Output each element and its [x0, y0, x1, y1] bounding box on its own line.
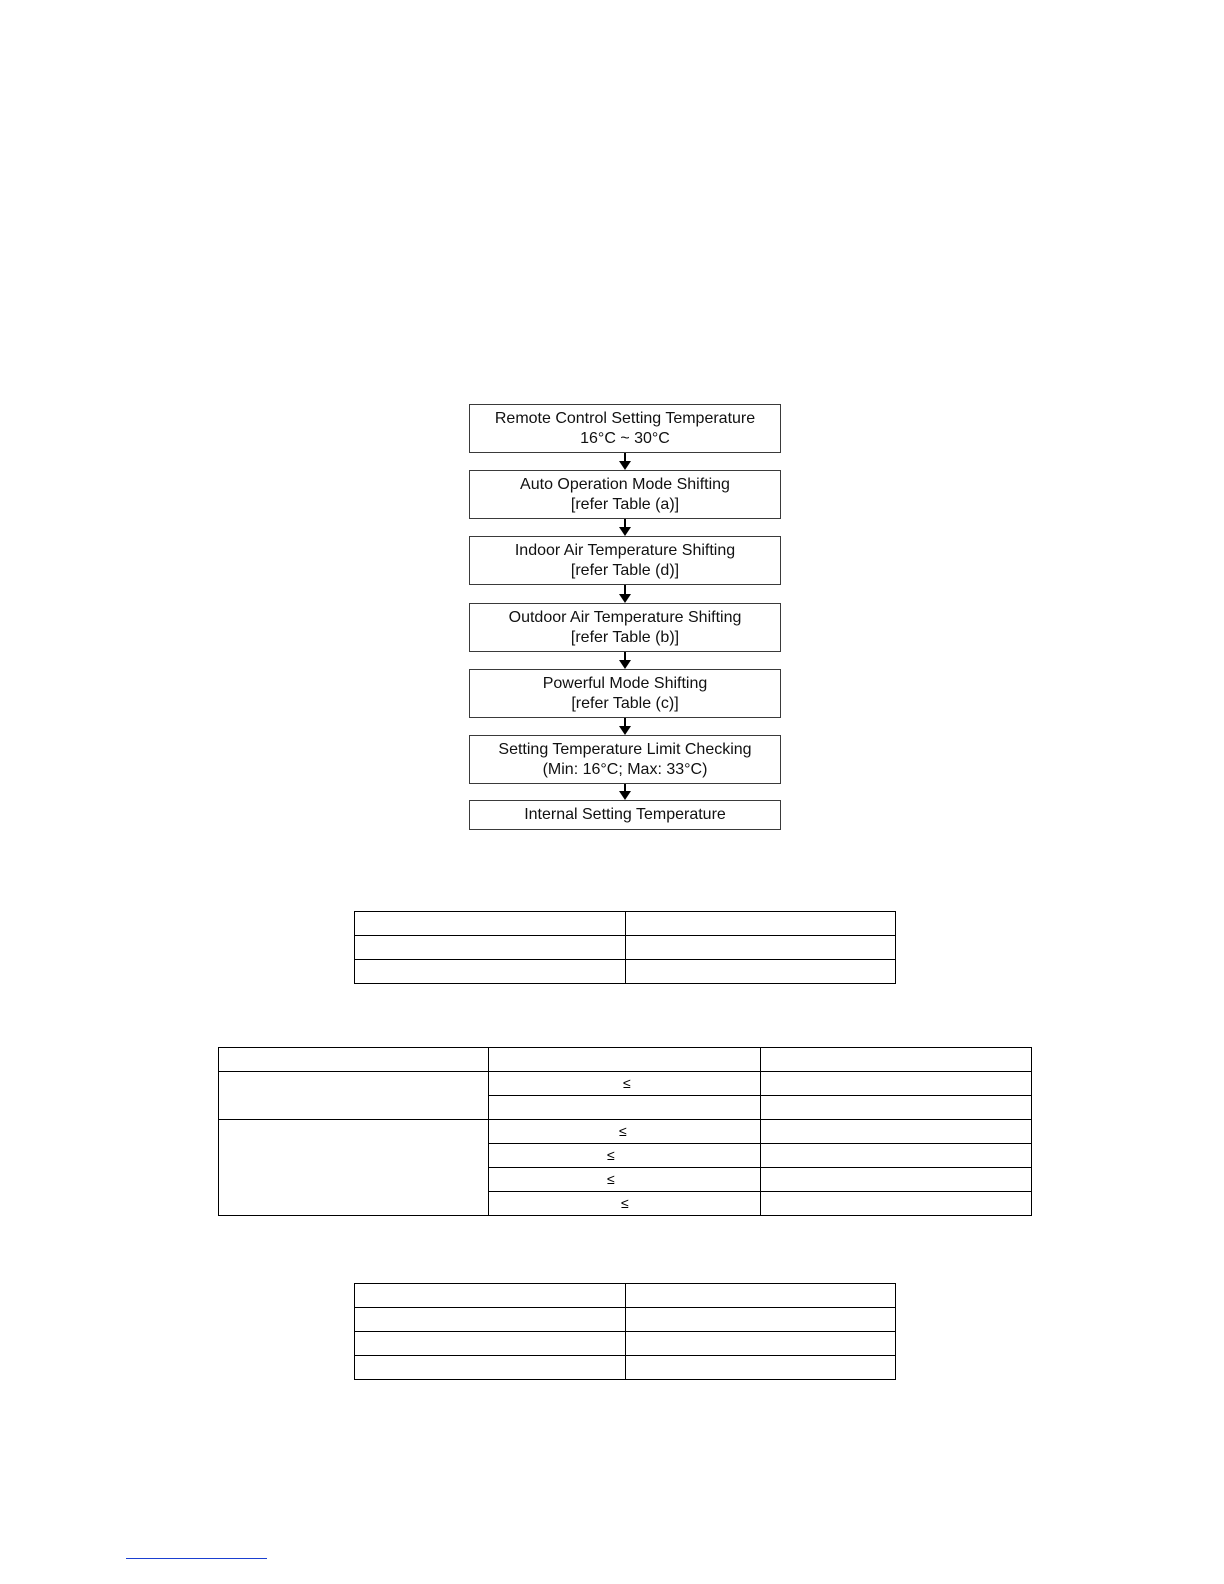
flow-box-outdoor-air — [469, 603, 781, 652]
table-cell — [219, 1072, 489, 1120]
table-row — [219, 1048, 1032, 1072]
less-equal-symbol: ≤ — [623, 1075, 631, 1091]
flow-box-subtitle: 16°C ~ 30°C — [580, 429, 670, 447]
table-cell — [761, 1072, 1032, 1096]
flow-box-indoor-air — [469, 536, 781, 585]
table-cell — [489, 1168, 761, 1192]
flow-arrow-icon — [619, 585, 631, 603]
table-cell — [489, 1192, 761, 1216]
table-row — [355, 912, 896, 936]
flow-box-title: Setting Temperature Limit Checking — [498, 740, 752, 758]
table-row — [219, 1072, 1032, 1096]
table-cell — [355, 960, 626, 984]
flow-box-title: Remote Control Setting Temperature — [494, 409, 756, 427]
table-cell — [489, 1048, 761, 1072]
flow-box-subtitle: [refer Table (d)] — [570, 561, 680, 579]
table-row — [219, 1120, 1032, 1144]
flow-arrow-icon — [619, 652, 631, 669]
table-cell — [489, 1096, 761, 1120]
table-1 — [354, 911, 896, 984]
table-cell — [489, 1144, 761, 1168]
table-row — [355, 1308, 896, 1332]
flow-arrow-icon — [619, 784, 631, 800]
table-cell — [626, 1332, 896, 1356]
table-cell — [489, 1072, 761, 1096]
less-equal-symbol: ≤ — [607, 1147, 615, 1163]
table-cell — [761, 1096, 1032, 1120]
flow-arrow-icon — [619, 519, 631, 536]
table-row — [355, 1284, 896, 1308]
table-2 — [218, 1047, 1032, 1216]
flow-box-title: Auto Operation Mode Shifting — [520, 475, 730, 493]
table-cell — [355, 1332, 626, 1356]
flow-box-limit-checking — [469, 735, 781, 784]
footer-link-underline[interactable] — [126, 1558, 267, 1559]
table-cell — [626, 936, 896, 960]
table-cell — [355, 1284, 626, 1308]
table-cell — [761, 1120, 1032, 1144]
flow-box-subtitle: [refer Table (a)] — [570, 495, 680, 513]
table-cell — [626, 960, 896, 984]
flow-box-auto-operation — [469, 470, 781, 519]
table-row — [355, 1356, 896, 1380]
less-equal-symbol: ≤ — [621, 1195, 629, 1211]
flow-box-subtitle: [refer Table (b)] — [570, 628, 680, 646]
table-cell — [626, 912, 896, 936]
table-cell — [761, 1144, 1032, 1168]
table-3 — [354, 1283, 896, 1380]
flow-box-title: Indoor Air Temperature Shifting — [514, 541, 736, 559]
table-row — [355, 1332, 896, 1356]
table-cell — [626, 1284, 896, 1308]
table-cell — [761, 1048, 1032, 1072]
flow-box-subtitle: [refer Table (c)] — [571, 694, 679, 712]
flow-box-powerful-mode — [469, 669, 781, 718]
flow-box-title: Powerful Mode Shifting — [542, 674, 708, 692]
table-cell — [626, 1356, 896, 1380]
table-cell — [489, 1120, 761, 1144]
table-cell — [355, 1308, 626, 1332]
table-cell — [219, 1048, 489, 1072]
table-cell — [355, 1356, 626, 1380]
table-cell — [761, 1168, 1032, 1192]
table-cell — [355, 936, 626, 960]
table-row — [355, 936, 896, 960]
table-cell — [626, 1308, 896, 1332]
flow-box-title: Outdoor Air Temperature Shifting — [508, 608, 742, 626]
less-equal-symbol: ≤ — [607, 1171, 615, 1187]
table-cell — [355, 912, 626, 936]
flow-arrow-icon — [619, 453, 631, 470]
flow-box-internal-setting — [469, 800, 781, 830]
flow-box-title: Internal Setting Temperature — [524, 806, 726, 823]
flow-box-remote-control — [469, 404, 781, 453]
less-equal-symbol: ≤ — [619, 1123, 627, 1139]
flow-arrow-icon — [619, 718, 631, 735]
table-cell — [761, 1192, 1032, 1216]
flow-box-subtitle: (Min: 16°C; Max: 33°C) — [542, 760, 708, 778]
table-row — [355, 960, 896, 984]
table-cell — [219, 1120, 489, 1216]
